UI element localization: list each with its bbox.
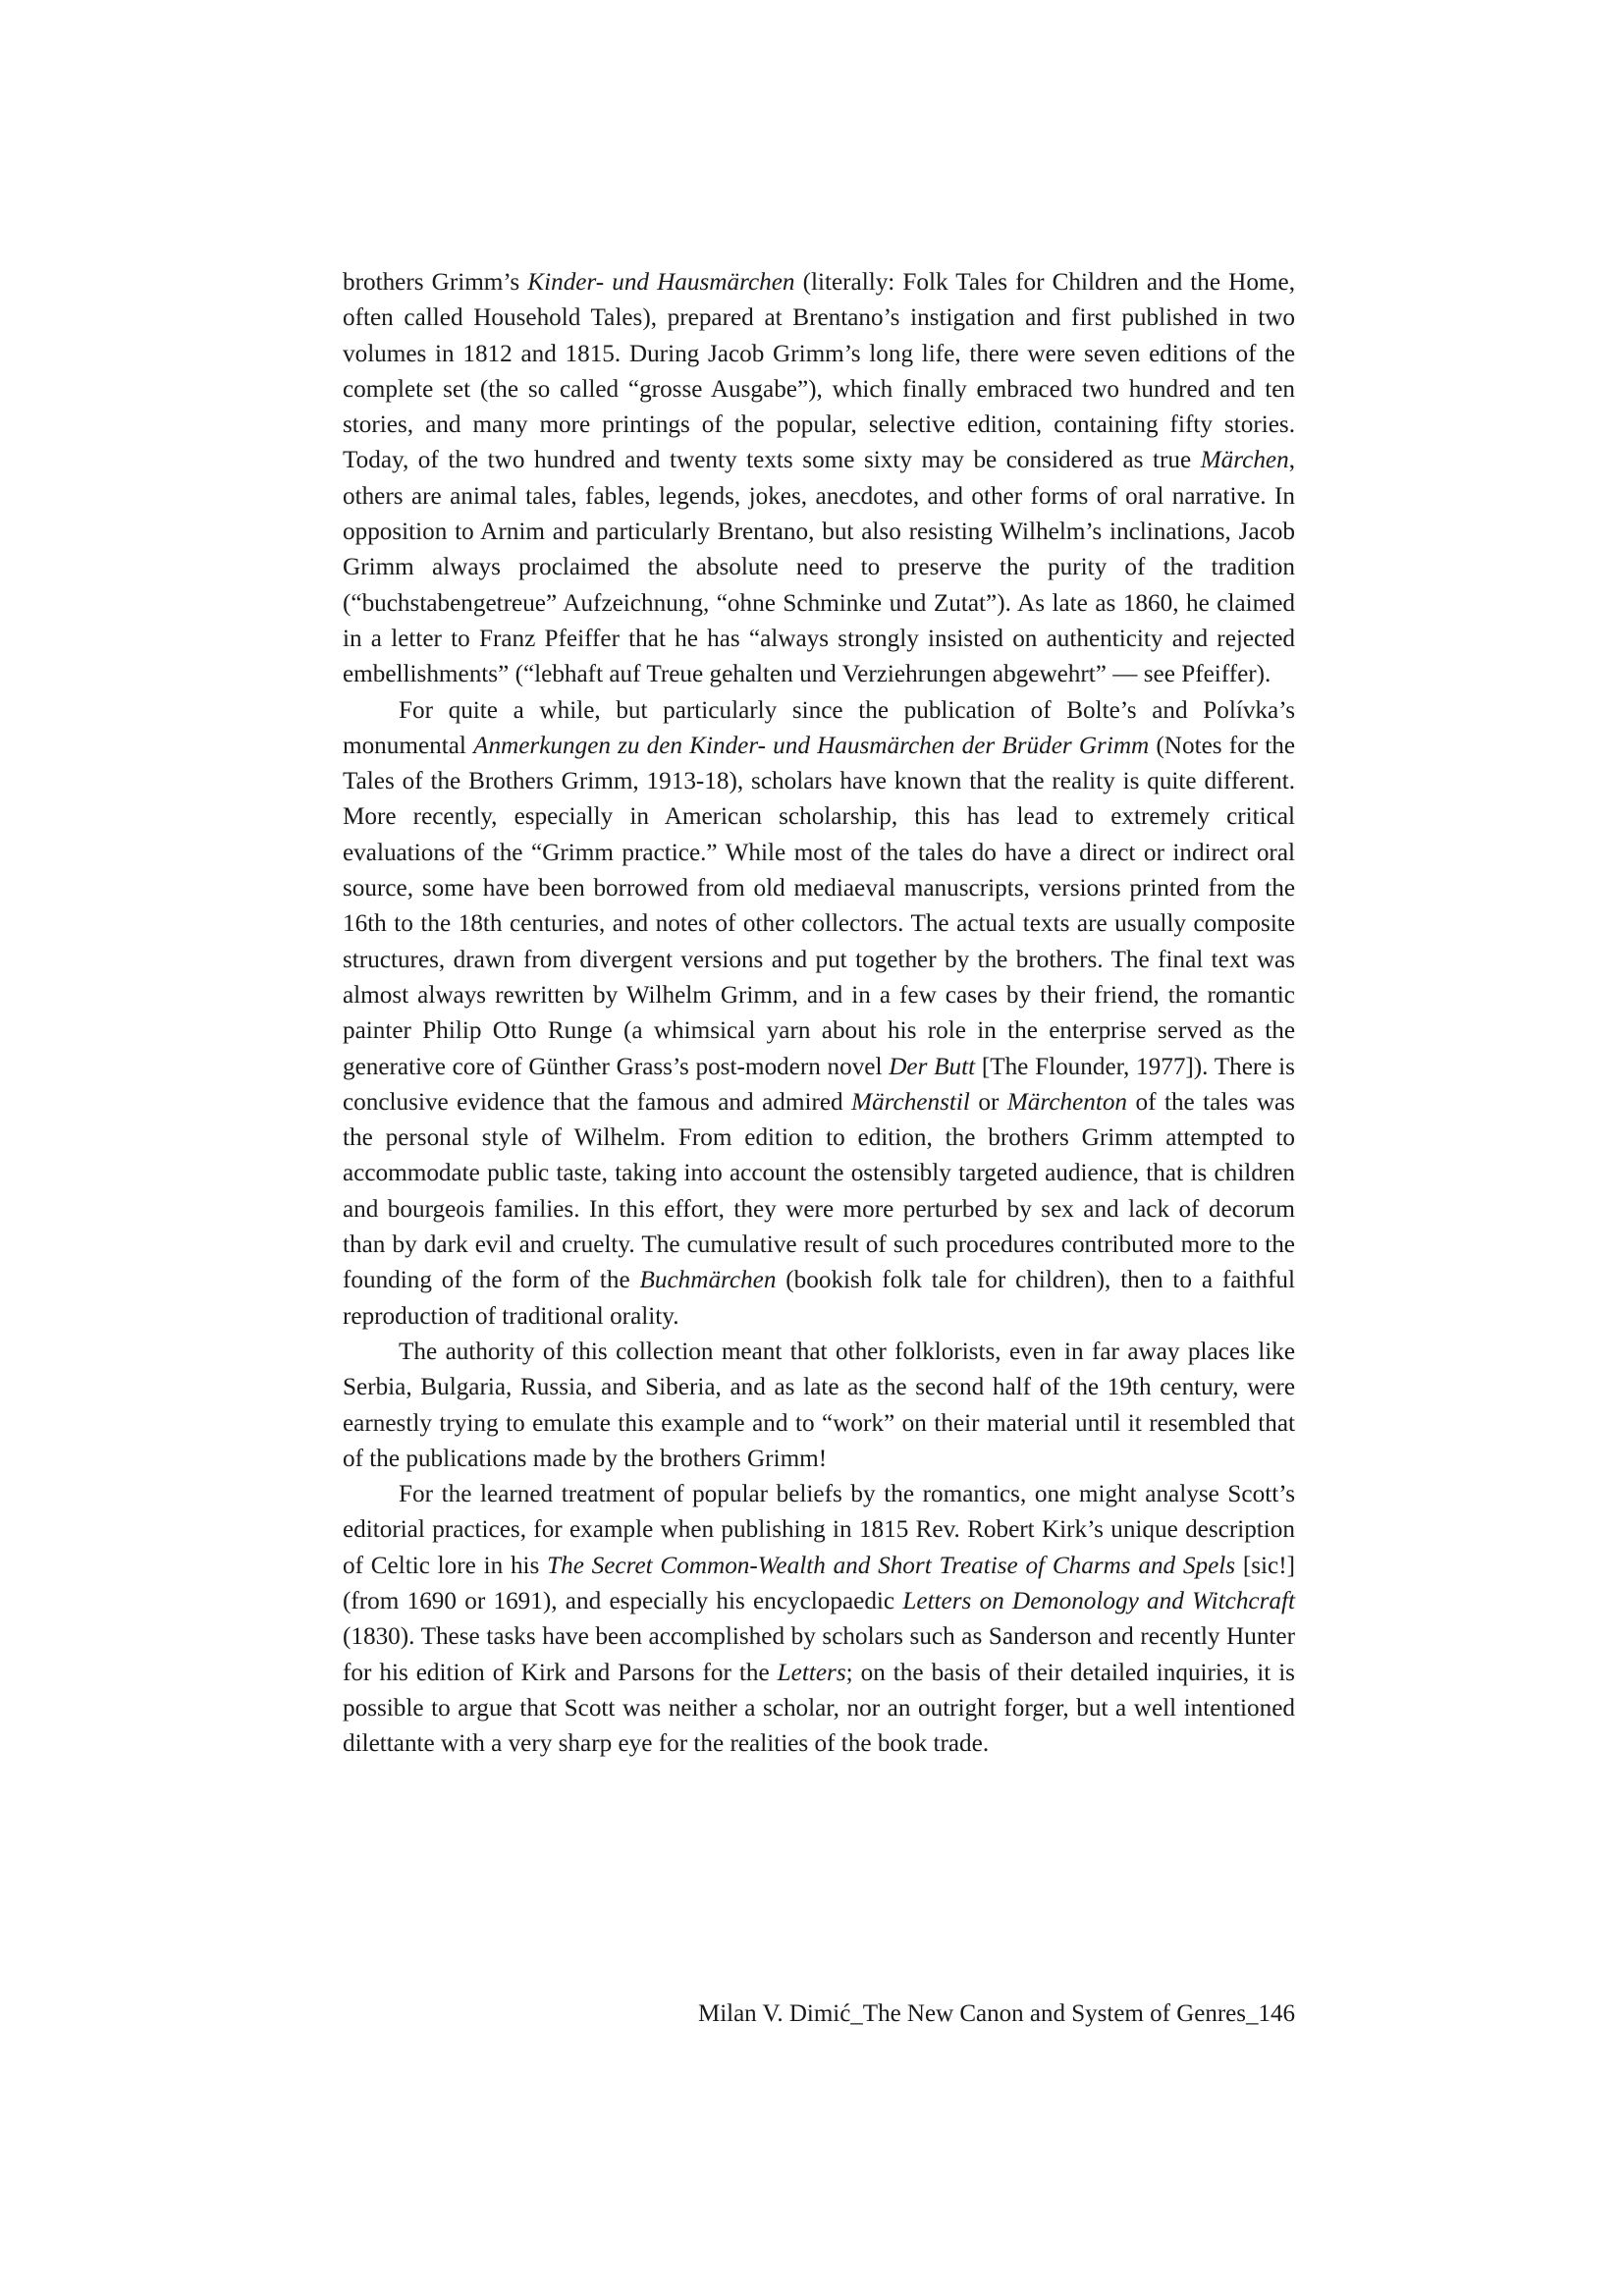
text-run: , others are animal tales, fables, legends, jokes, anecdotes, and other forms of oral narrative. In opposition to Arnim and particularly Brentano, but also resisting Wilhelm’s inclinations, Jacob Grimm always proclaimed the absolute need to preserve the purity of the tradition (“buchstabengetreue” Aufzeichnung, “ohne Schminke und Zutat”). As late as 1860, he claimed in a letter to Franz Pfeiffer that he has “always strongly insisted on authenticity and rejected embellishments” (“lebhaft auf Treue gehalten und Verziehrungen abgewehrt” — see Pfeiffer). [343, 447, 1295, 688]
italic-title: Buchmärchen [639, 1267, 777, 1294]
paragraph [343, 1335, 1295, 1477]
text-run: (1830). These tasks have been accomplished by scholars such as Sanderson and recently Hunter for his edition of Kirk and Parsons for the [343, 1623, 1295, 1686]
text-run: For quite a while, but particularly since the publication of Bolte’s and Polívka’s monumental [343, 696, 1295, 759]
text-run: For the learned treatment of popular beliefs by the romantics, one might analyse Scott’s editorial practices, for example when publishing in 1815 Rev. Robert Kirk’s unique description of Celtic lore in his [343, 1481, 1295, 1579]
text-run: (literally: Folk Tales for Children and the Home, often called Household Tales), prepared at Brentano’s instigation and first published in two volumes in 1812 and 1815. During Jacob Grimm’s long life, there were seven editions of the complete set (the so called “grosse Ausgabe”), which finally embraced two hundred and ten stories, and many more printings of the popular, selective edition, containing fifty stories. Today, of the two hundred and twenty texts some sixty may be considered as true [343, 269, 1296, 474]
text-run: of the tales was the personal style of Wilhelm. From edition to edition, the brothers Grimm attempted to accommodate public taste, taking into account the ostensibly targeted audience, that is children and bourgeois families. In this effort, they were more perturbed by sex and lack of decorum than by dark evil and cruelty. The cumulative result of such procedures contributed more to the founding of the form of the [343, 1088, 1295, 1294]
italic-title: Märchen [1200, 447, 1289, 474]
text-run: [sic!] (from 1690 or 1691), and especially his encyclopaedic [343, 1552, 1295, 1614]
text-run: ; on the basis of their detailed inquiries, it is possible to argue that Scott was neither a scholar, nor an outright forger, but a well intentioned dilettante with a very sharp eye for the realities of the book trade. [343, 1659, 1295, 1758]
italic-title: Kinder- und Hausmärchen [527, 269, 795, 296]
text-run: The authority of this collection meant that other folklorists, even in far away places like Serbia, Bulgaria, Russia, and Siberia, and as late as the second half of the 19th century, were earnestly trying to emulate this example and to “work” on their material until it resembled that of the publications made by the brothers Grimm! [343, 1338, 1295, 1472]
text-run: (Notes for the Tales of the Brothers Grimm, 1913-18), scholars have known that the reality is quite different. More recently, especially in American scholarship, this has lead to extremely critical evaluations of the “Grimm practice.” While most of the tales do have a direct or indirect oral source, some have been borrowed from old mediaeval manuscripts, versions printed from the 16th to the 18th centuries, and notes of other collectors. The actual texts are usually composite structures, drawn from divergent versions and put together by the brothers. The final text was almost always rewritten by Wilhelm Grimm, and in a few cases by their friend, the romantic painter Philip Otto Runge (a whimsical yarn about his role in the enterprise served as the generative core of Günther Grass’s post-modern novel [343, 732, 1295, 1080]
italic-title: Anmerkungen zu den Kinder- und Hausmärchen der Brüder Grimm [473, 732, 1150, 759]
italic-title: Letters on Demonology and Witchcraft [902, 1587, 1295, 1614]
text-run: (bookish folk tale for children), then to a faithful reproduction of traditional orality. [343, 1267, 1295, 1330]
text-run: or [969, 1088, 1007, 1116]
italic-title: Der Butt [889, 1053, 976, 1080]
text-run: brothers Grimm’s [343, 269, 528, 296]
italic-title: Märchenton [1006, 1088, 1128, 1116]
italic-title: Märchenstil [851, 1088, 970, 1116]
paragraph [343, 265, 1295, 693]
paragraph [343, 693, 1295, 1335]
text-run: [The Flounder, 1977]). There is conclusive evidence that the famous and admired [343, 1053, 1295, 1116]
page-footer: Milan V. Dimić_The New Canon and System of Genres_146 [697, 2000, 1295, 2027]
paragraph [343, 1477, 1295, 1762]
italic-title: The Secret Common-Wealth and Short Treatise of Charms and Spels [547, 1552, 1236, 1579]
page-body [343, 265, 1295, 1762]
italic-title: Letters [777, 1659, 846, 1686]
